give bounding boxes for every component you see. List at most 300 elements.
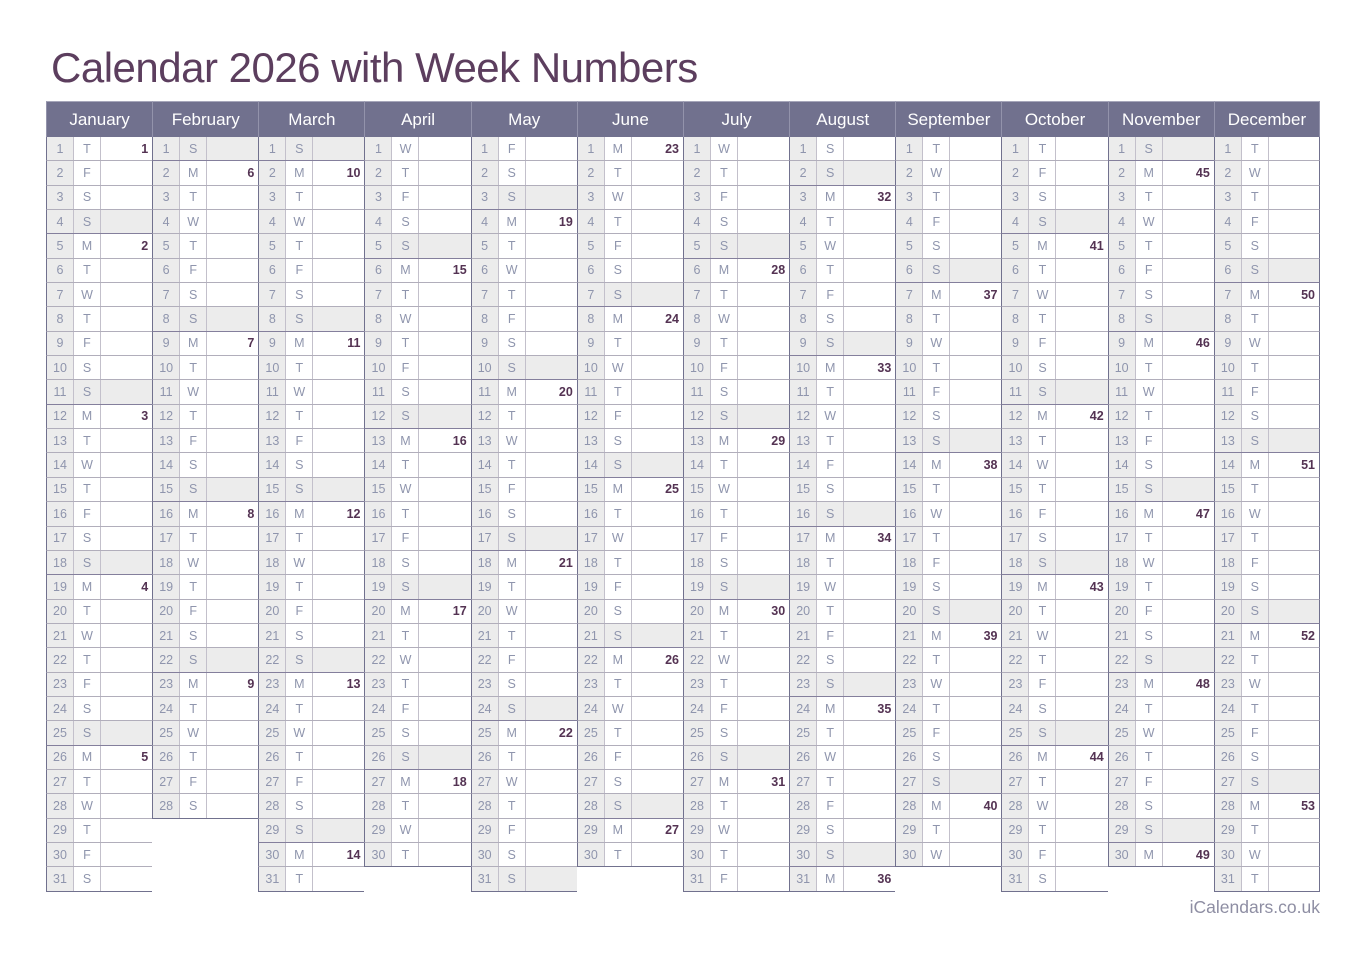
week-number-cell [419,356,470,379]
day-number-cell: 26 [896,746,923,769]
day-number-cell: 31 [472,867,499,890]
week-number-cell: 19 [526,210,577,233]
week-number-cell [632,746,683,769]
week-number-cell: 28 [738,259,789,282]
week-number-cell [1269,867,1319,890]
weekday-letter-cell: M [817,186,844,209]
weekday-letter-cell: F [1136,259,1163,282]
day-row [152,478,258,502]
week-number-cell [207,405,258,428]
week-number-cell [419,551,470,574]
day-number-cell: 23 [896,673,923,696]
day-number-cell: 4 [1109,210,1136,233]
weekday-letter-cell: S [180,453,207,476]
weekday-letter-cell: T [286,234,313,257]
week-number-cell: 15 [419,259,470,282]
week-number-cell [101,453,152,476]
day-row [258,697,364,721]
weekday-letter-cell: T [1029,429,1056,452]
day-row [46,624,152,648]
day-number-cell: 21 [472,624,499,647]
week-number-cell: 40 [950,794,1001,817]
weekday-letter-cell: S [499,161,526,184]
weekday-letter-cell: S [1136,453,1163,476]
week-number-cell [207,453,258,476]
day-row [895,478,1001,502]
day-row [364,527,470,551]
weekday-letter-cell: S [499,527,526,550]
weekday-letter-cell: M [605,137,632,160]
weekday-letter-cell: M [1136,673,1163,696]
week-number-cell [101,551,152,574]
week-number-cell [950,673,1001,696]
week-number-cell [313,234,364,257]
weekday-letter-cell: T [711,453,738,476]
day-row [258,819,364,843]
day-row [364,161,470,185]
week-number-cell [419,137,470,160]
weekday-letter-cell: S [180,478,207,501]
day-row [258,380,364,404]
day-number-cell: 24 [578,697,605,720]
day-number-cell: 22 [472,648,499,671]
day-row [577,356,683,380]
day-number-cell: 22 [259,648,286,671]
weekday-letter-cell: S [74,186,101,209]
weekday-letter-cell: T [1029,137,1056,160]
week-number-cell [844,819,895,842]
week-number-cell [1269,234,1319,257]
day-row [471,234,577,258]
week-number-cell [526,819,577,842]
day-number-cell: 10 [1215,356,1242,379]
day-row [577,502,683,526]
weekday-letter-cell: S [499,502,526,525]
day-row [1214,405,1320,429]
weekday-letter-cell: T [286,697,313,720]
week-number-cell [632,332,683,355]
day-row [895,600,1001,624]
day-row [364,551,470,575]
day-row [1001,137,1107,161]
week-number-cell [526,186,577,209]
weekday-letter-cell: F [286,770,313,793]
day-row [364,405,470,429]
day-row [46,697,152,721]
day-row [152,234,258,258]
weekday-letter-cell: T [711,794,738,817]
weekday-letter-cell: W [180,551,207,574]
day-number-cell: 19 [684,575,711,598]
week-number-cell [1269,137,1319,160]
weekday-letter-cell: F [817,794,844,817]
day-number-cell: 20 [153,600,180,623]
day-row [1214,648,1320,672]
day-number-cell: 31 [47,867,74,890]
week-number-cell [632,697,683,720]
day-row [258,600,364,624]
weekday-letter-cell: S [817,819,844,842]
week-number-cell [1163,307,1214,330]
day-number-cell: 2 [896,161,923,184]
day-row [364,380,470,404]
weekday-letter-cell: T [817,259,844,282]
day-number-cell: 13 [259,429,286,452]
weekday-letter-cell: F [180,600,207,623]
week-number-cell [207,648,258,671]
day-number-cell: 6 [47,259,74,282]
weekday-letter-cell: W [817,575,844,598]
day-number-cell: 21 [1215,624,1242,647]
day-number-cell: 19 [365,575,392,598]
day-row [683,210,789,234]
day-number-cell: 12 [47,405,74,428]
day-row [789,405,895,429]
weekday-letter-cell: W [605,356,632,379]
weekday-letter-cell: T [605,380,632,403]
day-number-cell: 12 [365,405,392,428]
day-number-cell: 30 [47,843,74,866]
weekday-letter-cell: T [1136,575,1163,598]
weekday-letter-cell: M [1136,843,1163,866]
day-row [1001,843,1107,867]
weekday-letter-cell: T [1029,770,1056,793]
week-number-cell [950,429,1001,452]
day-number-cell: 29 [790,819,817,842]
day-row [577,721,683,745]
week-number-cell [313,551,364,574]
week-number-cell [950,234,1001,257]
day-number-cell: 10 [1002,356,1029,379]
day-number-cell: 25 [578,721,605,744]
day-row [471,137,577,161]
weekday-letter-cell: S [392,405,419,428]
day-number-cell: 9 [365,332,392,355]
week-number-cell: 48 [1163,673,1214,696]
day-row [258,210,364,234]
week-number-cell [526,429,577,452]
day-number-cell: 23 [47,673,74,696]
day-number-cell: 3 [1002,186,1029,209]
week-number-cell [313,648,364,671]
day-number-cell: 26 [684,746,711,769]
day-number-cell: 18 [259,551,286,574]
day-number-cell: 20 [684,600,711,623]
week-number-cell [1163,746,1214,769]
weekday-letter-cell: W [817,405,844,428]
weekday-letter-cell: M [499,380,526,403]
day-row [895,380,1001,404]
weekday-letter-cell: S [605,600,632,623]
month-header-october: October [1001,101,1107,137]
day-row [789,624,895,648]
weekday-letter-cell: T [286,356,313,379]
day-number-cell: 28 [1002,794,1029,817]
day-row [471,380,577,404]
week-number-cell: 30 [738,600,789,623]
week-number-cell [313,478,364,501]
week-number-cell [1269,161,1319,184]
weekday-letter-cell: T [286,186,313,209]
week-number-cell [738,137,789,160]
weekday-letter-cell: S [711,405,738,428]
day-number-cell: 25 [259,721,286,744]
day-number-cell: 7 [365,283,392,306]
week-number-cell [313,380,364,403]
month-header-april: April [364,101,470,137]
day-number-cell: 25 [1109,721,1136,744]
day-row [789,819,895,843]
weekday-letter-cell: M [74,746,101,769]
week-number-cell [950,648,1001,671]
week-number-cell [313,453,364,476]
week-number-cell [632,502,683,525]
day-number-cell: 27 [1109,770,1136,793]
day-number-cell: 9 [1109,332,1136,355]
week-number-cell [526,453,577,476]
week-number-cell [1056,697,1107,720]
day-number-cell: 4 [259,210,286,233]
weekday-letter-cell: S [605,429,632,452]
day-number-cell: 17 [259,527,286,550]
day-number-cell: 5 [259,234,286,257]
week-number-cell: 50 [1269,283,1319,306]
day-number-cell: 26 [153,746,180,769]
week-number-cell [1163,429,1214,452]
weekday-letter-cell: W [923,332,950,355]
week-number-cell [1269,551,1319,574]
day-row [152,502,258,526]
week-number-cell [1269,843,1319,866]
day-number-cell: 8 [684,307,711,330]
day-row [895,624,1001,648]
weekday-letter-cell: M [180,502,207,525]
weekday-letter-cell: M [392,600,419,623]
week-number-cell [1056,527,1107,550]
day-row [46,746,152,770]
weekday-letter-cell: F [74,673,101,696]
weekday-letter-cell: W [74,794,101,817]
day-row [1001,186,1107,210]
weekday-letter-cell: T [605,721,632,744]
day-row [1214,137,1320,161]
weekday-letter-cell: S [817,307,844,330]
day-number-cell: 2 [578,161,605,184]
day-row [577,137,683,161]
day-row [895,453,1001,477]
weekday-letter-cell: T [1242,356,1269,379]
day-row [1214,770,1320,794]
day-number-cell: 4 [1215,210,1242,233]
week-number-cell [844,307,895,330]
day-number-cell: 18 [1109,551,1136,574]
week-number-cell [419,234,470,257]
day-number-cell: 16 [259,502,286,525]
week-number-cell [313,356,364,379]
day-number-cell: 14 [1215,453,1242,476]
day-number-cell: 20 [365,600,392,623]
week-number-cell: 49 [1163,843,1214,866]
week-number-cell [101,283,152,306]
day-number-cell: 21 [578,624,605,647]
weekday-letter-cell: M [392,429,419,452]
weekday-letter-cell: T [711,161,738,184]
day-row [152,283,258,307]
day-number-cell: 23 [153,673,180,696]
day-row [895,527,1001,551]
weekday-letter-cell: T [1136,746,1163,769]
weekday-letter-cell: M [923,624,950,647]
week-number-cell [844,478,895,501]
day-row [46,478,152,502]
weekday-letter-cell: T [1136,527,1163,550]
day-row [1108,673,1214,697]
week-number-cell [313,794,364,817]
day-row [577,527,683,551]
week-number-cell [632,600,683,623]
weekday-letter-cell: M [392,259,419,282]
week-number-cell [738,794,789,817]
day-row [683,478,789,502]
weekday-letter-cell: M [923,283,950,306]
week-number-cell [950,380,1001,403]
weekday-letter-cell: W [711,137,738,160]
day-number-cell: 15 [578,478,605,501]
weekday-letter-cell: T [1029,307,1056,330]
weekday-letter-cell: W [392,478,419,501]
week-number-cell: 53 [1269,794,1319,817]
weekday-letter-cell: T [711,502,738,525]
week-number-cell [526,673,577,696]
day-row [258,186,364,210]
day-number-cell: 16 [1215,502,1242,525]
week-number-cell [101,332,152,355]
day-number-cell: 29 [1109,819,1136,842]
week-number-cell [101,843,152,866]
weekday-letter-cell: W [286,551,313,574]
week-number-cell [632,843,683,866]
day-number-cell: 10 [153,356,180,379]
day-row [1001,259,1107,283]
weekday-letter-cell: M [1029,234,1056,257]
weekday-letter-cell: T [74,648,101,671]
week-number-cell [1163,697,1214,720]
weekday-letter-cell: S [605,259,632,282]
weekday-letter-cell: F [817,283,844,306]
week-number-cell [632,186,683,209]
week-number-cell: 9 [207,673,258,696]
weekday-letter-cell: T [923,186,950,209]
week-number-cell [950,137,1001,160]
day-number-cell: 5 [365,234,392,257]
week-number-cell [738,234,789,257]
week-number-cell [1056,161,1107,184]
weekday-letter-cell: W [1136,210,1163,233]
day-number-cell: 9 [684,332,711,355]
week-number-cell [419,794,470,817]
day-row [258,332,364,356]
week-number-cell [738,819,789,842]
week-number-cell [738,746,789,769]
day-number-cell: 5 [153,234,180,257]
week-number-cell: 25 [632,478,683,501]
day-number-cell: 1 [790,137,817,160]
week-number-cell [419,527,470,550]
weekday-letter-cell: T [605,843,632,866]
day-number-cell: 26 [47,746,74,769]
week-number-cell [419,648,470,671]
weekday-letter-cell: W [1029,283,1056,306]
weekday-letter-cell: M [1242,624,1269,647]
day-number-cell: 30 [1215,843,1242,866]
day-number-cell: 4 [472,210,499,233]
day-row [895,697,1001,721]
weekday-letter-cell: S [711,575,738,598]
day-number-cell: 21 [896,624,923,647]
week-number-cell [1269,648,1319,671]
weekday-letter-cell: F [392,186,419,209]
day-row [1214,478,1320,502]
week-number-cell [1163,819,1214,842]
day-row [471,624,577,648]
day-number-cell: 7 [578,283,605,306]
week-number-cell [313,137,364,160]
week-number-cell [950,600,1001,623]
day-number-cell: 19 [153,575,180,598]
day-row [471,453,577,477]
day-number-cell: 21 [790,624,817,647]
day-row [1001,624,1107,648]
day-row [683,453,789,477]
week-number-cell [632,794,683,817]
day-row [258,575,364,599]
day-row [683,624,789,648]
week-number-cell [1056,624,1107,647]
day-row [1214,283,1320,307]
weekday-letter-cell: S [499,673,526,696]
day-number-cell: 9 [1002,332,1029,355]
week-number-cell [207,283,258,306]
weekday-letter-cell: S [74,356,101,379]
day-number-cell: 31 [259,867,286,890]
day-row [683,746,789,770]
weekday-letter-cell: S [286,307,313,330]
weekday-letter-cell: T [74,600,101,623]
day-number-cell: 6 [365,259,392,282]
day-number-cell: 15 [472,478,499,501]
day-number-cell: 25 [1215,721,1242,744]
week-number-cell: 27 [632,819,683,842]
day-row [364,746,470,770]
week-number-cell [738,307,789,330]
weekday-letter-cell: F [1136,770,1163,793]
day-row [1214,697,1320,721]
weekday-letter-cell: M [711,259,738,282]
weekday-letter-cell: T [711,332,738,355]
month-column-october [1001,101,1107,892]
week-number-cell: 46 [1163,332,1214,355]
week-number-cell [632,527,683,550]
weekday-letter-cell: T [1242,478,1269,501]
day-number-cell: 3 [47,186,74,209]
weekday-letter-cell: S [1136,648,1163,671]
day-number-cell: 11 [259,380,286,403]
week-number-cell: 23 [632,137,683,160]
day-number-cell: 3 [365,186,392,209]
day-row [789,332,895,356]
day-row [46,259,152,283]
day-row [789,478,895,502]
